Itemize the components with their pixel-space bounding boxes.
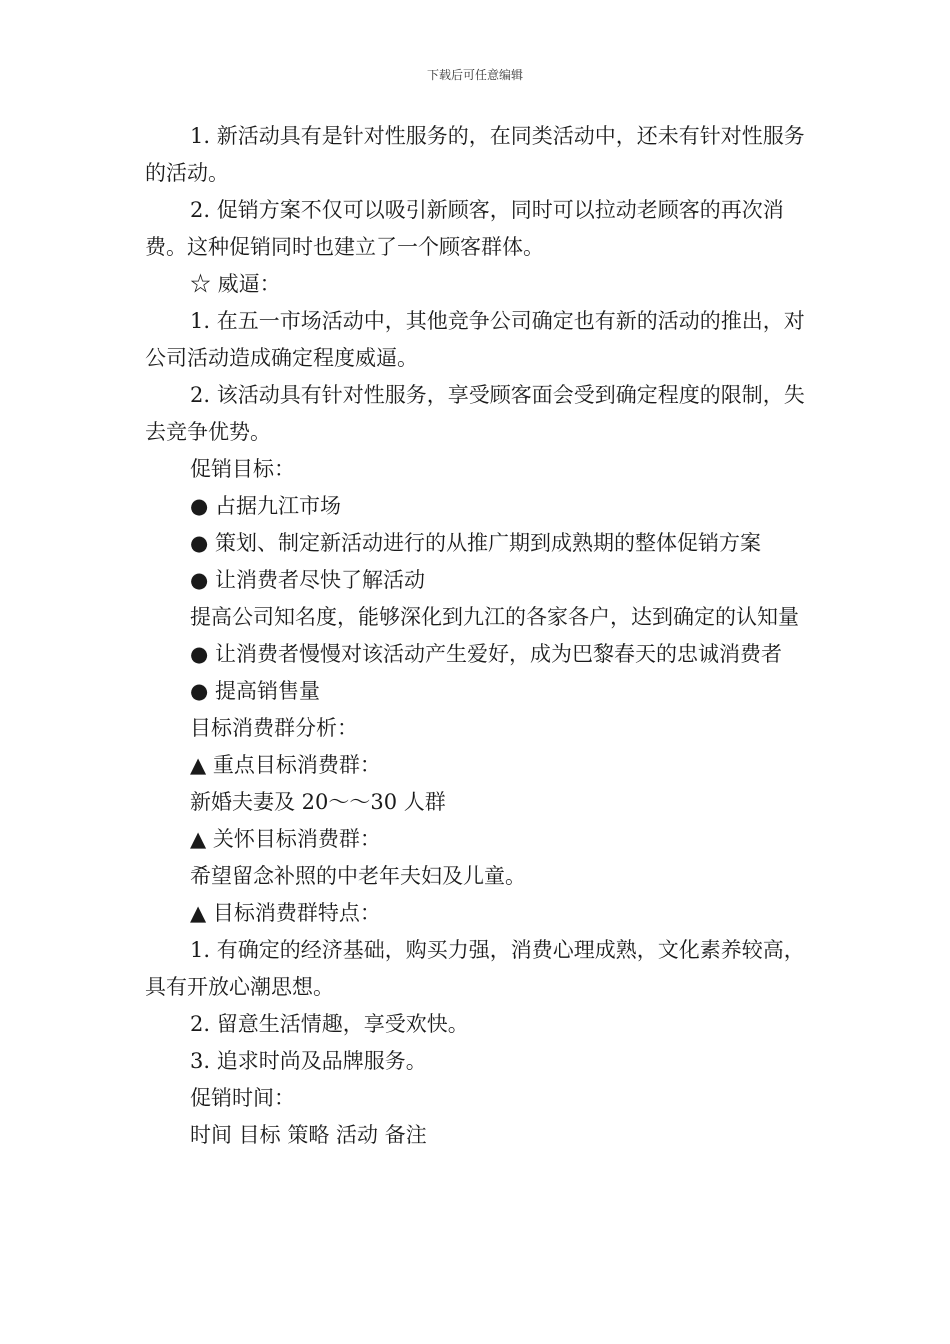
table-header-line: 时间 目标 策略 活动 备注 (190, 1123, 427, 1147)
section-heading: 目标消费群分析： (190, 716, 358, 740)
subheading: ▲ 关怀目标消费群： (190, 827, 381, 851)
paragraph: 提高公司知名度，能够深化到九江的各家各户，达到确定的认知量 (190, 605, 799, 629)
page-header: 下载后可任意编辑 (426, 68, 523, 82)
paragraph: 2. 该活动具有针对性服务，享受顾客面会受到确定程度的限制，失去竞争优势。 (145, 383, 805, 444)
subheading: ▲ 目标消费群特点： (190, 901, 381, 925)
section-heading: 促销时间： (190, 1086, 295, 1110)
paragraph: 1. 在五一市场活动中，其他竞争公司确定也有新的活动的推出，对公司活动造成确定程度威逼。 (145, 309, 805, 370)
paragraph: 2. 留意生活情趣，享受欢快。 (190, 1012, 469, 1036)
paragraph: 希望留念补照的中老年夫妇及儿童。 (190, 864, 526, 888)
paragraph: 1. 新活动具有是针对性服务的，在同类活动中，还未有针对性服务的活动。 (145, 124, 805, 185)
paragraph: 新婚夫妻及 20～～30 人群 (190, 790, 446, 814)
bullet-item: ● 让消费者尽快了解活动 (190, 568, 425, 592)
bullet-item: ● 占据九江市场 (190, 494, 341, 518)
bullet-item: ● 提高销售量 (190, 679, 320, 703)
paragraph: 3. 追求时尚及品牌服务。 (190, 1049, 427, 1073)
paragraph: 1. 有确定的经济基础，购买力强，消费心理成熟，文化素养较高，具有开放心潮思想。 (145, 938, 805, 999)
paragraph: ☆ 威逼： (190, 272, 281, 296)
paragraph: 2. 促销方案不仅可以吸引新顾客，同时可以拉动老顾客的再次消费。这种促销同时也建立了一个顾客群体。 (145, 198, 784, 259)
subheading: ▲ 重点目标消费群： (190, 753, 381, 777)
document-body (145, 118, 820, 1154)
bullet-item: ● 策划、制定新活动进行的从推广期到成熟期的整体促销方案 (190, 531, 761, 555)
bullet-item: ● 让消费者慢慢对该活动产生爱好，成为巴黎春天的忠诚消费者 (190, 642, 782, 666)
section-heading: 促销目标： (190, 457, 295, 481)
